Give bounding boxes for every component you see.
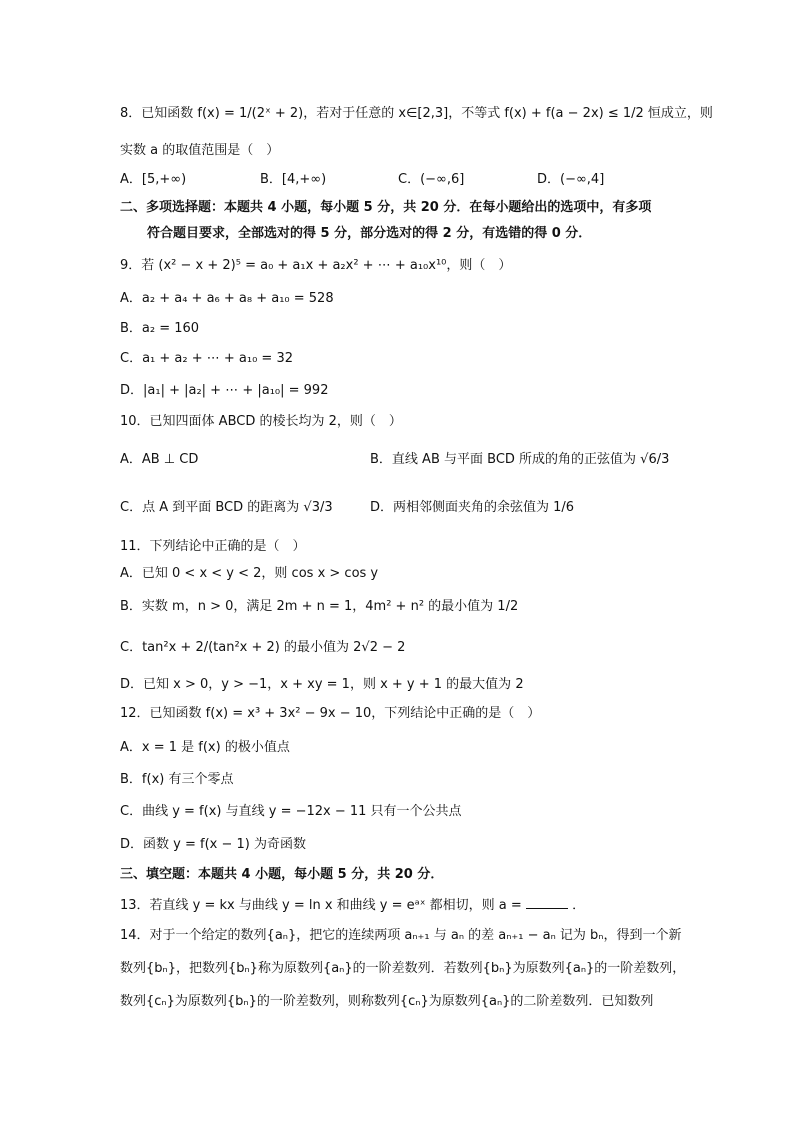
q13-stem-text: 13．若直线 y = kx 与曲线 y = ln x 和曲线 y = eᵃˣ 都相切，则 a = [120,898,522,913]
q14-stem-line3: 数列{cₙ}为原数列{bₙ}的一阶差数列，则称数列{cₙ}为原数列{aₙ}的二阶差数列．已知数列 [120,994,654,1009]
q10-option-b: B．直线 AB 与平面 BCD 所成的角的正弦值为 √6/3 [370,452,670,467]
q12-option-a: A．x = 1 是 f(x) 的极小值点 [120,740,290,755]
q13-stem-tail: ． [572,898,586,913]
q12-option-c: C．曲线 y = f(x) 与直线 y = −12x − 11 只有一个公共点 [120,804,462,819]
q9-option-a: A．a₂ + a₄ + a₆ + a₈ + a₁₀ = 528 [120,291,334,306]
q11-option-b: B．实数 m，n > 0，满足 2m + n = 1，4m² + n² 的最小值为 1/2 [120,599,519,614]
q12-option-d: D．函数 y = f(x − 1) 为奇函数 [120,837,306,852]
q9-stem: 9．若 (x² − x + 2)⁵ = a₀ + a₁x + a₂x² + ⋯ + a₁₀x¹⁰，则（ ） [120,258,512,273]
section3-heading: 三、填空题：本题共 4 小题，每小题 5 分，共 20 分． [120,867,444,882]
q12-stem: 12．已知函数 f(x) = x³ + 3x² − 9x − 10，下列结论中正确的是（ ） [120,706,541,721]
q8-option-a: A．[5,+∞) [120,172,187,187]
q14-stem-line1: 14．对于一个给定的数列{aₙ}，把它的连续两项 aₙ₊₁ 与 aₙ 的差 aₙ₊₁ − aₙ 记为 bₙ，得到一个新 [120,928,682,943]
q10-stem: 10．已知四面体 ABCD 的棱长均为 2，则（ ） [120,414,402,429]
q8-stem-line2: 实数 a 的取值范围是（ ） [120,143,280,158]
q14-stem-line2: 数列{bₙ}，把数列{bₙ}称为原数列{aₙ}的一阶差数列．若数列{bₙ}为原数列{aₙ}的一阶差数列， [120,961,686,976]
q11-option-d: D．已知 x > 0，y > −1，x + xy = 1，则 x + y + 1 的最大值为 2 [120,677,524,692]
q9-option-d: D．|a₁| + |a₂| + ⋯ + |a₁₀| = 992 [120,383,329,398]
q8-option-b: B．[4,+∞) [260,172,327,187]
q10-option-c: C．点 A 到平面 BCD 的距离为 √3/3 [120,500,333,515]
q10-option-a: A．AB ⊥ CD [120,452,199,467]
q8-option-d: D．(−∞,4] [537,172,605,187]
q12-option-b: B．f(x) 有三个零点 [120,772,234,787]
section2-heading-line1: 二、多项选择题：本题共 4 小题，每小题 5 分，共 20 分．在每小题给出的选项中，有多项 [120,200,652,215]
section2-heading-line2: 符合题目要求，全部选对的得 5 分，部分选对的得 2 分，有选错的得 0 分． [147,226,592,241]
q11-option-a: A．已知 0 < x < y < 2，则 cos x > cos y [120,566,379,581]
q8-stem-line1: 8．已知函数 f(x) = 1/(2ˣ + 2)，若对于任意的 x∈[2,3]，不等式 f(x) + f(a − 2x) ≤ 1/2 恒成立，则 [120,106,713,121]
q9-option-c: C．a₁ + a₂ + ⋯ + a₁₀ = 32 [120,351,293,366]
q10-option-d: D．两相邻侧面夹角的余弦值为 1/6 [370,500,575,515]
q9-option-b: B．a₂ = 160 [120,321,200,336]
q8-option-c: C．(−∞,6] [398,172,465,187]
q11-stem: 11．下列结论中正确的是（ ） [120,539,306,554]
q13-stem [120,896,585,915]
q11-option-c: C．tan²x + 2/(tan²x + 2) 的最小值为 2√2 − 2 [120,640,406,655]
q13-answer-blank[interactable] [526,896,568,909]
